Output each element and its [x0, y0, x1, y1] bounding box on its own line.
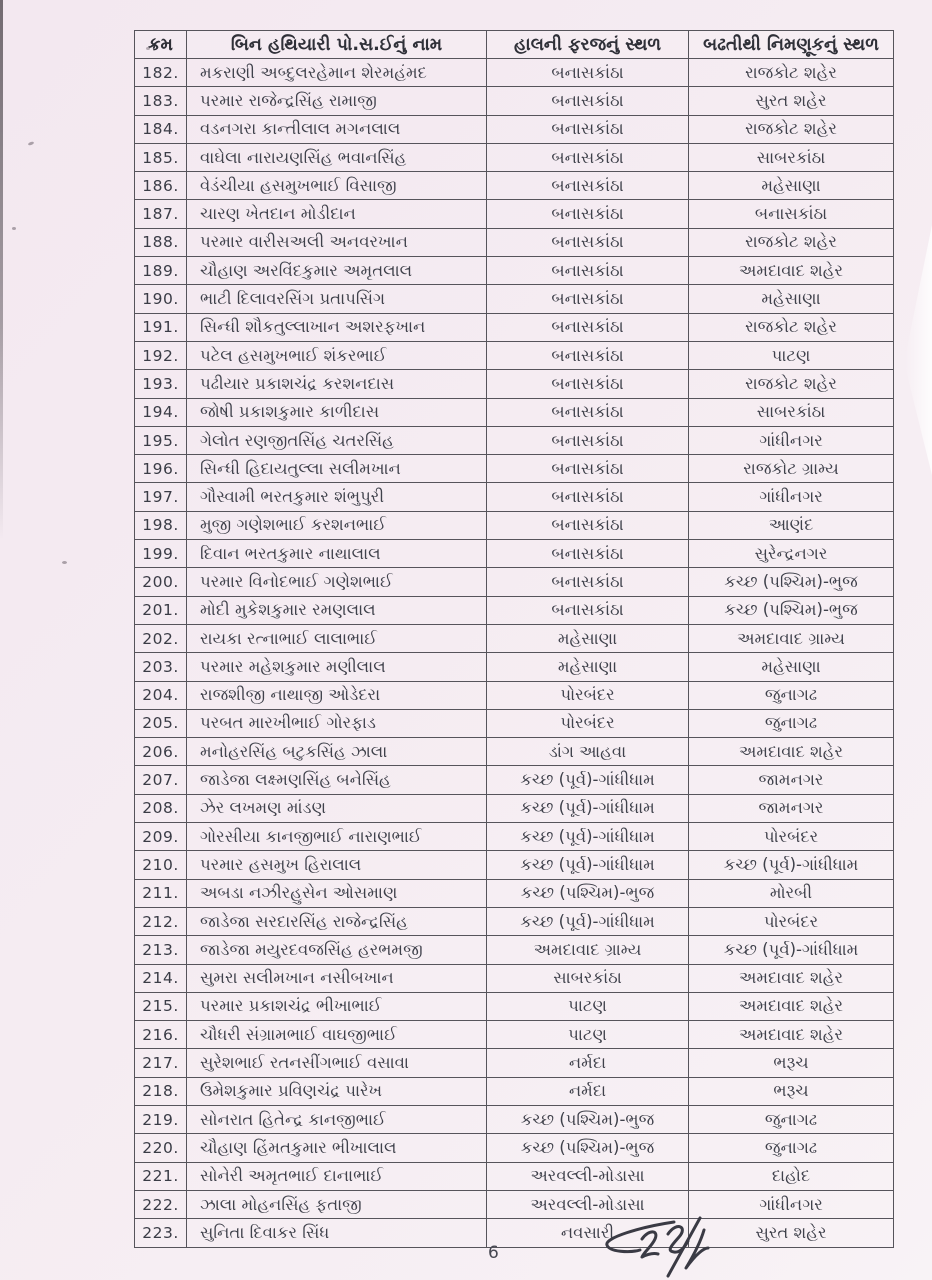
- cell-serial-number: 212.: [135, 907, 187, 935]
- cell-current-duty-place: નર્મદા: [487, 1077, 689, 1105]
- table-row: [135, 738, 894, 766]
- cell-officer-name: ઉમેશકુમાર પ્રવિણચંદ્ર પારેખ: [187, 1077, 487, 1105]
- cell-promotion-posting-place: ગાંધીનગર: [689, 1190, 894, 1218]
- cell-officer-name: સુમરા સલીમખાન નસીબખાન: [187, 964, 487, 992]
- cell-current-duty-place: સાબરકાંઠા: [487, 964, 689, 992]
- cell-serial-number: 183.: [135, 87, 187, 115]
- cell-officer-name: ભાટી દિલાવરસિંગ પ્રતાપસિંગ: [187, 285, 487, 313]
- table-row: [135, 285, 894, 313]
- cell-promotion-posting-place: જુનાગઢ: [689, 709, 894, 737]
- cell-current-duty-place: બનાસકાંઠા: [487, 596, 689, 624]
- cell-serial-number: 205.: [135, 709, 187, 737]
- cell-officer-name: સોનેરી અમૃતભાઈ દાનાભાઈ: [187, 1162, 487, 1190]
- scan-speck: [12, 227, 16, 230]
- cell-current-duty-place: અરવલ્લી-મોડાસા: [487, 1162, 689, 1190]
- cell-promotion-posting-place: ભરૂચ: [689, 1049, 894, 1077]
- cell-promotion-posting-place: અમદાવાદ શહેર: [689, 1021, 894, 1049]
- cell-promotion-posting-place: મોરબી: [689, 879, 894, 907]
- cell-promotion-posting-place: ગાંધીનગર: [689, 483, 894, 511]
- cell-officer-name: ચૌહાણ અરવિંદકુમાર અમૃતલાલ: [187, 257, 487, 285]
- cell-officer-name: પરબત મારખીભાઈ ગોરફાડ: [187, 709, 487, 737]
- cell-officer-name: જોષી પ્રકાશકુમાર કાળીદાસ: [187, 398, 487, 426]
- cell-promotion-posting-place: મહેસાણા: [689, 172, 894, 200]
- cell-serial-number: 217.: [135, 1049, 187, 1077]
- cell-promotion-posting-place: જામનગર: [689, 766, 894, 794]
- cell-serial-number: 186.: [135, 172, 187, 200]
- cell-officer-name: વડનગરા કાન્તીલાલ મગનલાલ: [187, 115, 487, 143]
- cell-officer-name: સુનિતા દિવાકર સિંધ: [187, 1219, 487, 1248]
- table-row: [135, 794, 894, 822]
- table-row: [135, 624, 894, 652]
- cell-promotion-posting-place: રાજકોટ શહેર: [689, 115, 894, 143]
- cell-promotion-posting-place: બનાસકાંઠા: [689, 200, 894, 228]
- table-row: [135, 1105, 894, 1133]
- cell-current-duty-place: બનાસકાંઠા: [487, 285, 689, 313]
- table-row: [135, 200, 894, 228]
- cell-promotion-posting-place: સુરત શહેર: [689, 87, 894, 115]
- cell-serial-number: 187.: [135, 200, 187, 228]
- table-row: [135, 568, 894, 596]
- cell-promotion-posting-place: પોરબંદર: [689, 823, 894, 851]
- cell-officer-name: રાયકા રત્નાભાઈ લાલાભાઈ: [187, 624, 487, 652]
- cell-serial-number: 201.: [135, 596, 187, 624]
- table-row: [135, 992, 894, 1020]
- table-row: [135, 511, 894, 539]
- table-row: [135, 341, 894, 369]
- cell-officer-name: વાઘેલા નારાયણસિંહ ભવાનસિંહ: [187, 143, 487, 171]
- cell-officer-name: ઝેર લખમણ માંડણ: [187, 794, 487, 822]
- cell-promotion-posting-place: રાજકોટ શહેર: [689, 59, 894, 87]
- cell-current-duty-place: બનાસકાંઠા: [487, 228, 689, 256]
- cell-serial-number: 222.: [135, 1190, 187, 1218]
- cell-promotion-posting-place: સુરત શહેર: [689, 1219, 894, 1248]
- cell-officer-name: સિન્ધી શૌકતુલ્લાખાન અશરફખાન: [187, 313, 487, 341]
- cell-officer-name: સુરેશભાઈ રતનસીંગભાઈ વસાવા: [187, 1049, 487, 1077]
- cell-officer-name: રાજશીજી નાથાજી ઓડેદરા: [187, 681, 487, 709]
- cell-serial-number: 206.: [135, 738, 187, 766]
- header-officer-name: બિન હથિયારી પો.સ.ઈનું નામ: [187, 31, 487, 59]
- cell-promotion-posting-place: સુરેન્દ્રનગર: [689, 540, 894, 568]
- table-row: [135, 257, 894, 285]
- cell-promotion-posting-place: પાટણ: [689, 341, 894, 369]
- table-row: [135, 143, 894, 171]
- table-row: [135, 483, 894, 511]
- cell-officer-name: ઝાલા મોહનસિંહ ફતાજી: [187, 1190, 487, 1218]
- cell-officer-name: મકરાણી અબ્દુલરહેમાન શેરમહંમદ: [187, 59, 487, 87]
- cell-promotion-posting-place: જુનાગઢ: [689, 1134, 894, 1162]
- table-row: [135, 1021, 894, 1049]
- header-serial-number: ક્રમ: [135, 31, 187, 59]
- page-fold-artifact: [904, 225, 932, 475]
- scan-edge-artifact: [0, 0, 3, 540]
- cell-current-duty-place: મહેસાણા: [487, 653, 689, 681]
- cell-officer-name: સોનરાત હિતેન્દ્ર કાનજીભાઈ: [187, 1105, 487, 1133]
- cell-serial-number: 192.: [135, 341, 187, 369]
- cell-serial-number: 184.: [135, 115, 187, 143]
- cell-current-duty-place: બનાસકાંઠા: [487, 455, 689, 483]
- table-row: [135, 1190, 894, 1218]
- table-row: [135, 1077, 894, 1105]
- cell-promotion-posting-place: રાજકોટ શહેર: [689, 313, 894, 341]
- signature-scribble: [578, 1212, 728, 1280]
- cell-current-duty-place: બનાસકાંઠા: [487, 59, 689, 87]
- cell-officer-name: જાડેજા મયુરદવજસિંહ હરભમજી: [187, 936, 487, 964]
- cell-promotion-posting-place: જુનાગઢ: [689, 1105, 894, 1133]
- cell-officer-name: ચૌધરી સંગ્રામભાઈ વાઘજીભાઈ: [187, 1021, 487, 1049]
- cell-officer-name: જાડેજા લક્ષ્મણસિંહ બનેસિંહ: [187, 766, 487, 794]
- table-row: [135, 228, 894, 256]
- cell-current-duty-place: બનાસકાંઠા: [487, 200, 689, 228]
- cell-promotion-posting-place: કચ્છ (પૂર્વ)-ગાંધીધામ: [689, 851, 894, 879]
- cell-officer-name: વેડંચીયા હસમુખભાઈ વિસાજી: [187, 172, 487, 200]
- cell-current-duty-place: બનાસકાંઠા: [487, 568, 689, 596]
- cell-serial-number: 211.: [135, 879, 187, 907]
- cell-promotion-posting-place: અમદાવાદ શહેર: [689, 738, 894, 766]
- cell-current-duty-place: બનાસકાંઠા: [487, 257, 689, 285]
- cell-serial-number: 218.: [135, 1077, 187, 1105]
- cell-promotion-posting-place: ભરૂચ: [689, 1077, 894, 1105]
- cell-serial-number: 215.: [135, 992, 187, 1020]
- table-row: [135, 115, 894, 143]
- cell-officer-name: જાડેજા સરદારસિંહ રાજેન્દ્રસિંહ: [187, 907, 487, 935]
- cell-serial-number: 191.: [135, 313, 187, 341]
- cell-serial-number: 188.: [135, 228, 187, 256]
- cell-current-duty-place: બનાસકાંઠા: [487, 172, 689, 200]
- table-row: [135, 172, 894, 200]
- cell-officer-name: મોદી મુકેશકુમાર રમણલાલ: [187, 596, 487, 624]
- cell-serial-number: 195.: [135, 426, 187, 454]
- cell-officer-name: પરમાર મહેશકુમાર મણીલાલ: [187, 653, 487, 681]
- table-row: [135, 851, 894, 879]
- cell-current-duty-place: બનાસકાંઠા: [487, 426, 689, 454]
- cell-current-duty-place: બનાસકાંઠા: [487, 87, 689, 115]
- cell-serial-number: 216.: [135, 1021, 187, 1049]
- table-row: [135, 653, 894, 681]
- cell-current-duty-place: બનાસકાંઠા: [487, 115, 689, 143]
- cell-officer-name: ગેલોત રણજીતસિંહ ચતરસિંહ: [187, 426, 487, 454]
- cell-serial-number: 182.: [135, 59, 187, 87]
- cell-officer-name: ગોરસીયા કાનજીભાઈ નારાણભાઈ: [187, 823, 487, 851]
- cell-current-duty-place: નવસારી: [487, 1219, 689, 1248]
- cell-current-duty-place: નર્મદા: [487, 1049, 689, 1077]
- table-row: [135, 540, 894, 568]
- cell-officer-name: મનોહરસિંહ બટુકસિંહ ઝાલા: [187, 738, 487, 766]
- table-row: [135, 936, 894, 964]
- cell-promotion-posting-place: રાજકોટ શહેર: [689, 228, 894, 256]
- cell-serial-number: 189.: [135, 257, 187, 285]
- table-row: [135, 766, 894, 794]
- table-row: [135, 596, 894, 624]
- cell-current-duty-place: બનાસકાંઠા: [487, 370, 689, 398]
- table-body: [135, 59, 894, 1248]
- cell-current-duty-place: પાટણ: [487, 1021, 689, 1049]
- cell-current-duty-place: બનાસકાંઠા: [487, 341, 689, 369]
- transfer-table: [134, 30, 894, 1248]
- table-row: [135, 964, 894, 992]
- cell-promotion-posting-place: આણંદ: [689, 511, 894, 539]
- table-row: [135, 879, 894, 907]
- table-row: [135, 59, 894, 87]
- cell-serial-number: 198.: [135, 511, 187, 539]
- page-number: 6: [488, 1243, 499, 1263]
- cell-promotion-posting-place: કચ્છ (પશ્ચિમ)-ભુજ: [689, 596, 894, 624]
- table-row: [135, 1162, 894, 1190]
- cell-promotion-posting-place: દાહોદ: [689, 1162, 894, 1190]
- cell-current-duty-place: કચ્છ (પૂર્વ)-ગાંધીધામ: [487, 907, 689, 935]
- cell-promotion-posting-place: સાબરકાંઠા: [689, 143, 894, 171]
- cell-officer-name: પરમાર હસમુખ હિરાલાલ: [187, 851, 487, 879]
- cell-promotion-posting-place: ગાંધીનગર: [689, 426, 894, 454]
- cell-serial-number: 214.: [135, 964, 187, 992]
- cell-officer-name: ચારણ ખેતદાન મોડીદાન: [187, 200, 487, 228]
- cell-serial-number: 207.: [135, 766, 187, 794]
- cell-serial-number: 190.: [135, 285, 187, 313]
- cell-officer-name: પરમાર વારીસઅલી અનવરખાન: [187, 228, 487, 256]
- header-current-duty-place: હાલની ફરજનું સ્થળ: [487, 31, 689, 59]
- cell-serial-number: 209.: [135, 823, 187, 851]
- cell-current-duty-place: પોરબંદર: [487, 709, 689, 737]
- cell-serial-number: 185.: [135, 143, 187, 171]
- cell-promotion-posting-place: પોરબંદર: [689, 907, 894, 935]
- cell-serial-number: 194.: [135, 398, 187, 426]
- cell-current-duty-place: કચ્છ (પૂર્વ)-ગાંધીધામ: [487, 851, 689, 879]
- cell-promotion-posting-place: રાજકોટ શહેર: [689, 370, 894, 398]
- cell-serial-number: 223.: [135, 1219, 187, 1248]
- table-row: [135, 426, 894, 454]
- table-row: [135, 87, 894, 115]
- cell-officer-name: પટેલ હસમુખભાઈ શંકરભાઈ: [187, 341, 487, 369]
- cell-officer-name: ગૌસ્વામી ભરતકુમાર શંભુપુરી: [187, 483, 487, 511]
- cell-officer-name: પરમાર વિનોદભાઈ ગણેશભાઈ: [187, 568, 487, 596]
- cell-current-duty-place: પાટણ: [487, 992, 689, 1020]
- cell-officer-name: મુજી ગણેશભાઈ કરશનભાઈ: [187, 511, 487, 539]
- cell-current-duty-place: બનાસકાંઠા: [487, 398, 689, 426]
- cell-current-duty-place: કચ્છ (પશ્ચિમ)-ભુજ: [487, 879, 689, 907]
- cell-current-duty-place: અમદાવાદ ગ્રામ્ય: [487, 936, 689, 964]
- cell-serial-number: 220.: [135, 1134, 187, 1162]
- table-header-row: [135, 31, 894, 59]
- cell-serial-number: 219.: [135, 1105, 187, 1133]
- cell-serial-number: 213.: [135, 936, 187, 964]
- table-row: [135, 907, 894, 935]
- header-promotion-posting-place: બઢતીથી નિમણૂકનું સ્થળ: [689, 31, 894, 59]
- cell-serial-number: 221.: [135, 1162, 187, 1190]
- table-row: [135, 370, 894, 398]
- table-row: [135, 1219, 894, 1248]
- cell-serial-number: 208.: [135, 794, 187, 822]
- cell-serial-number: 199.: [135, 540, 187, 568]
- cell-current-duty-place: પોરબંદર: [487, 681, 689, 709]
- cell-promotion-posting-place: કચ્છ (પશ્ચિમ)-ભુજ: [689, 568, 894, 596]
- cell-current-duty-place: ડાંગ આહવા: [487, 738, 689, 766]
- cell-promotion-posting-place: અમદાવાદ શહેર: [689, 257, 894, 285]
- cell-current-duty-place: અરવલ્લી-મોડાસા: [487, 1190, 689, 1218]
- cell-current-duty-place: કચ્છ (પશ્ચિમ)-ભુજ: [487, 1105, 689, 1133]
- table-row: [135, 1134, 894, 1162]
- cell-officer-name: ચૌહાણ હિંમતકુમાર ભીખાલાલ: [187, 1134, 487, 1162]
- cell-current-duty-place: કચ્છ (પૂર્વ)-ગાંધીધામ: [487, 823, 689, 851]
- table-row: [135, 823, 894, 851]
- cell-promotion-posting-place: જામનગર: [689, 794, 894, 822]
- table-row: [135, 398, 894, 426]
- scan-speck: [28, 141, 35, 146]
- cell-serial-number: 196.: [135, 455, 187, 483]
- cell-serial-number: 204.: [135, 681, 187, 709]
- cell-current-duty-place: મહેસાણા: [487, 624, 689, 652]
- cell-promotion-posting-place: જુનાગઢ: [689, 681, 894, 709]
- cell-promotion-posting-place: સાબરકાંઠા: [689, 398, 894, 426]
- cell-officer-name: સિન્ધી હિદાયતુલ્લા સલીમખાન: [187, 455, 487, 483]
- cell-officer-name: પઢીયાર પ્રકાશચંદ્ર કરશનદાસ: [187, 370, 487, 398]
- cell-current-duty-place: કચ્છ (પૂર્વ)-ગાંધીધામ: [487, 766, 689, 794]
- table-row: [135, 681, 894, 709]
- cell-promotion-posting-place: રાજકોટ ગ્રામ્ય: [689, 455, 894, 483]
- cell-promotion-posting-place: અમદાવાદ ગ્રામ્ય: [689, 624, 894, 652]
- cell-current-duty-place: બનાસકાંઠા: [487, 143, 689, 171]
- cell-serial-number: 202.: [135, 624, 187, 652]
- cell-promotion-posting-place: અમદાવાદ શહેર: [689, 964, 894, 992]
- cell-officer-name: પરમાર પ્રકાશચંદ્ર ભીખાભાઈ: [187, 992, 487, 1020]
- cell-officer-name: અબડા નઝીરહુસેન ઓસમાણ: [187, 879, 487, 907]
- cell-current-duty-place: બનાસકાંઠા: [487, 540, 689, 568]
- cell-serial-number: 200.: [135, 568, 187, 596]
- cell-current-duty-place: બનાસકાંઠા: [487, 313, 689, 341]
- cell-serial-number: 210.: [135, 851, 187, 879]
- scan-speck: [62, 561, 67, 564]
- table-row: [135, 313, 894, 341]
- cell-serial-number: 203.: [135, 653, 187, 681]
- cell-promotion-posting-place: મહેસાણા: [689, 285, 894, 313]
- cell-current-duty-place: કચ્છ (પૂર્વ)-ગાંધીધામ: [487, 794, 689, 822]
- cell-officer-name: પરમાર રાજેન્દ્રસિંહ રામાજી: [187, 87, 487, 115]
- cell-promotion-posting-place: મહેસાણા: [689, 653, 894, 681]
- cell-serial-number: 197.: [135, 483, 187, 511]
- cell-officer-name: દિવાન ભરતકુમાર નાથાલાલ: [187, 540, 487, 568]
- table-row: [135, 709, 894, 737]
- cell-current-duty-place: બનાસકાંઠા: [487, 483, 689, 511]
- cell-serial-number: 193.: [135, 370, 187, 398]
- cell-current-duty-place: બનાસકાંઠા: [487, 511, 689, 539]
- cell-promotion-posting-place: કચ્છ (પૂર્વ)-ગાંધીધામ: [689, 936, 894, 964]
- table-row: [135, 455, 894, 483]
- cell-current-duty-place: કચ્છ (પશ્ચિમ)-ભુજ: [487, 1134, 689, 1162]
- table-row: [135, 1049, 894, 1077]
- cell-promotion-posting-place: અમદાવાદ શહેર: [689, 992, 894, 1020]
